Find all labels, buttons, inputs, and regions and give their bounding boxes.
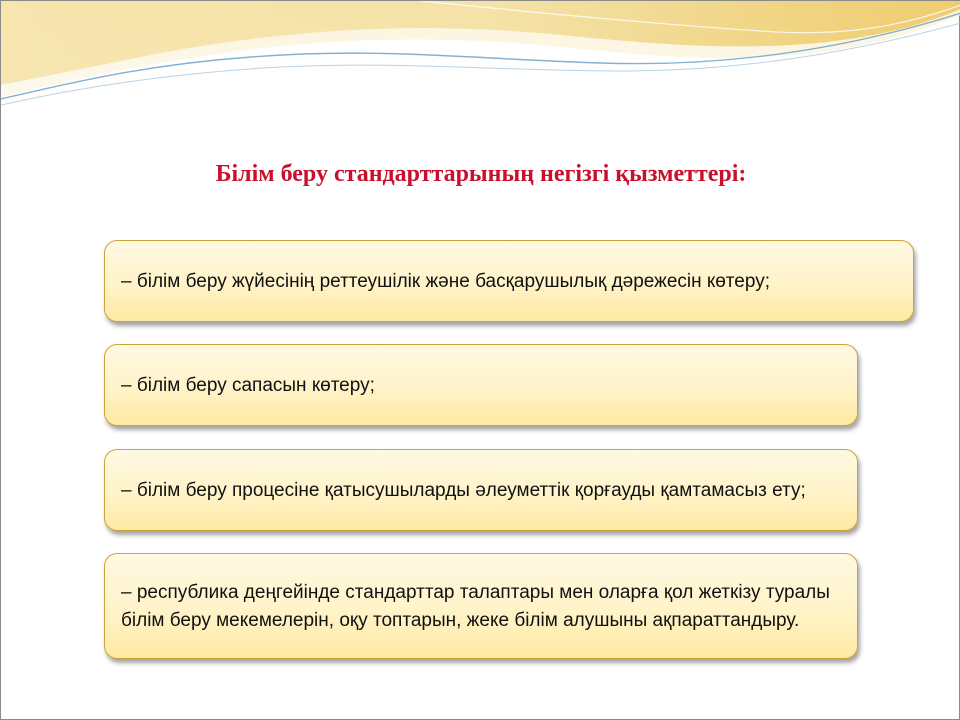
function-item-2	[104, 344, 858, 426]
function-item-text: – республика деңгейінде стандарттар талаптары мен оларға қол жеткізу туралы білім беру мекемелерін, оқу топтарын, жеке білім алушыны ақпараттандыру.	[121, 582, 830, 631]
decorative-wave-header	[1, 1, 960, 121]
function-item-1	[104, 240, 914, 322]
function-item-text: – білім беру процесіне қатысушыларды әлеуметтік қорғауды қамтамасыз ету;	[121, 480, 806, 502]
function-item-text: – білім беру сапасын көтеру;	[121, 375, 375, 397]
function-item-4	[104, 553, 858, 659]
function-item-3	[104, 449, 858, 531]
slide-title: Білім беру стандарттарының негізгі қызметтері:	[215, 161, 747, 187]
function-item-text: – білім беру жүйесінің реттеушілік және басқарушылық дәрежесін көтеру;	[121, 271, 770, 293]
